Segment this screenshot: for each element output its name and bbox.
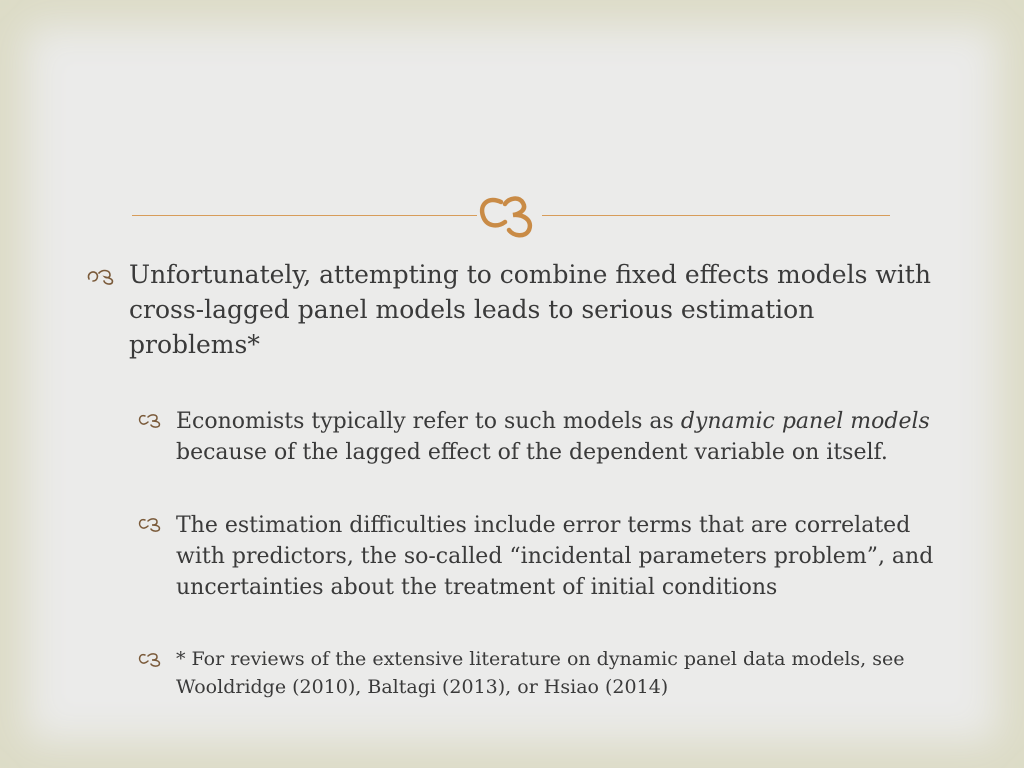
main-bullet-text: Unfortunately, attempting to combine fixed effects models with cross-lagged panel models leads to serious estimation problems* xyxy=(129,260,931,359)
sub-bullet-text-end: because of the lagged effect of the dependent variable on itself. xyxy=(176,440,888,465)
divider-line-left xyxy=(132,215,477,216)
divider-line-right xyxy=(542,215,890,216)
swirl-bullet-icon xyxy=(137,651,163,667)
sub-bullet-italic-term: dynamic panel models xyxy=(680,409,930,434)
sub-bullet-text xyxy=(176,406,936,468)
swirl-ornament-icon xyxy=(475,190,545,240)
title-divider xyxy=(132,190,890,240)
swirl-bullet-icon xyxy=(137,516,163,532)
swirl-bullet-icon xyxy=(137,412,163,428)
sub-bullet-text-start: Economists typically refer to such models as xyxy=(176,409,681,434)
double-swirl-bullet-icon xyxy=(86,267,120,285)
sub-bullet-text: The estimation difficulties include error terms that are correlated with predictors, the so-called “incidental parameters problem”, and uncertainties about the treatment of initial conditions xyxy=(176,513,934,600)
footnote-text: * For reviews of the extensive literature on dynamic panel data models, see Wooldridge (2010), Baltagi (2013), or Hsiao (2014) xyxy=(176,648,905,698)
